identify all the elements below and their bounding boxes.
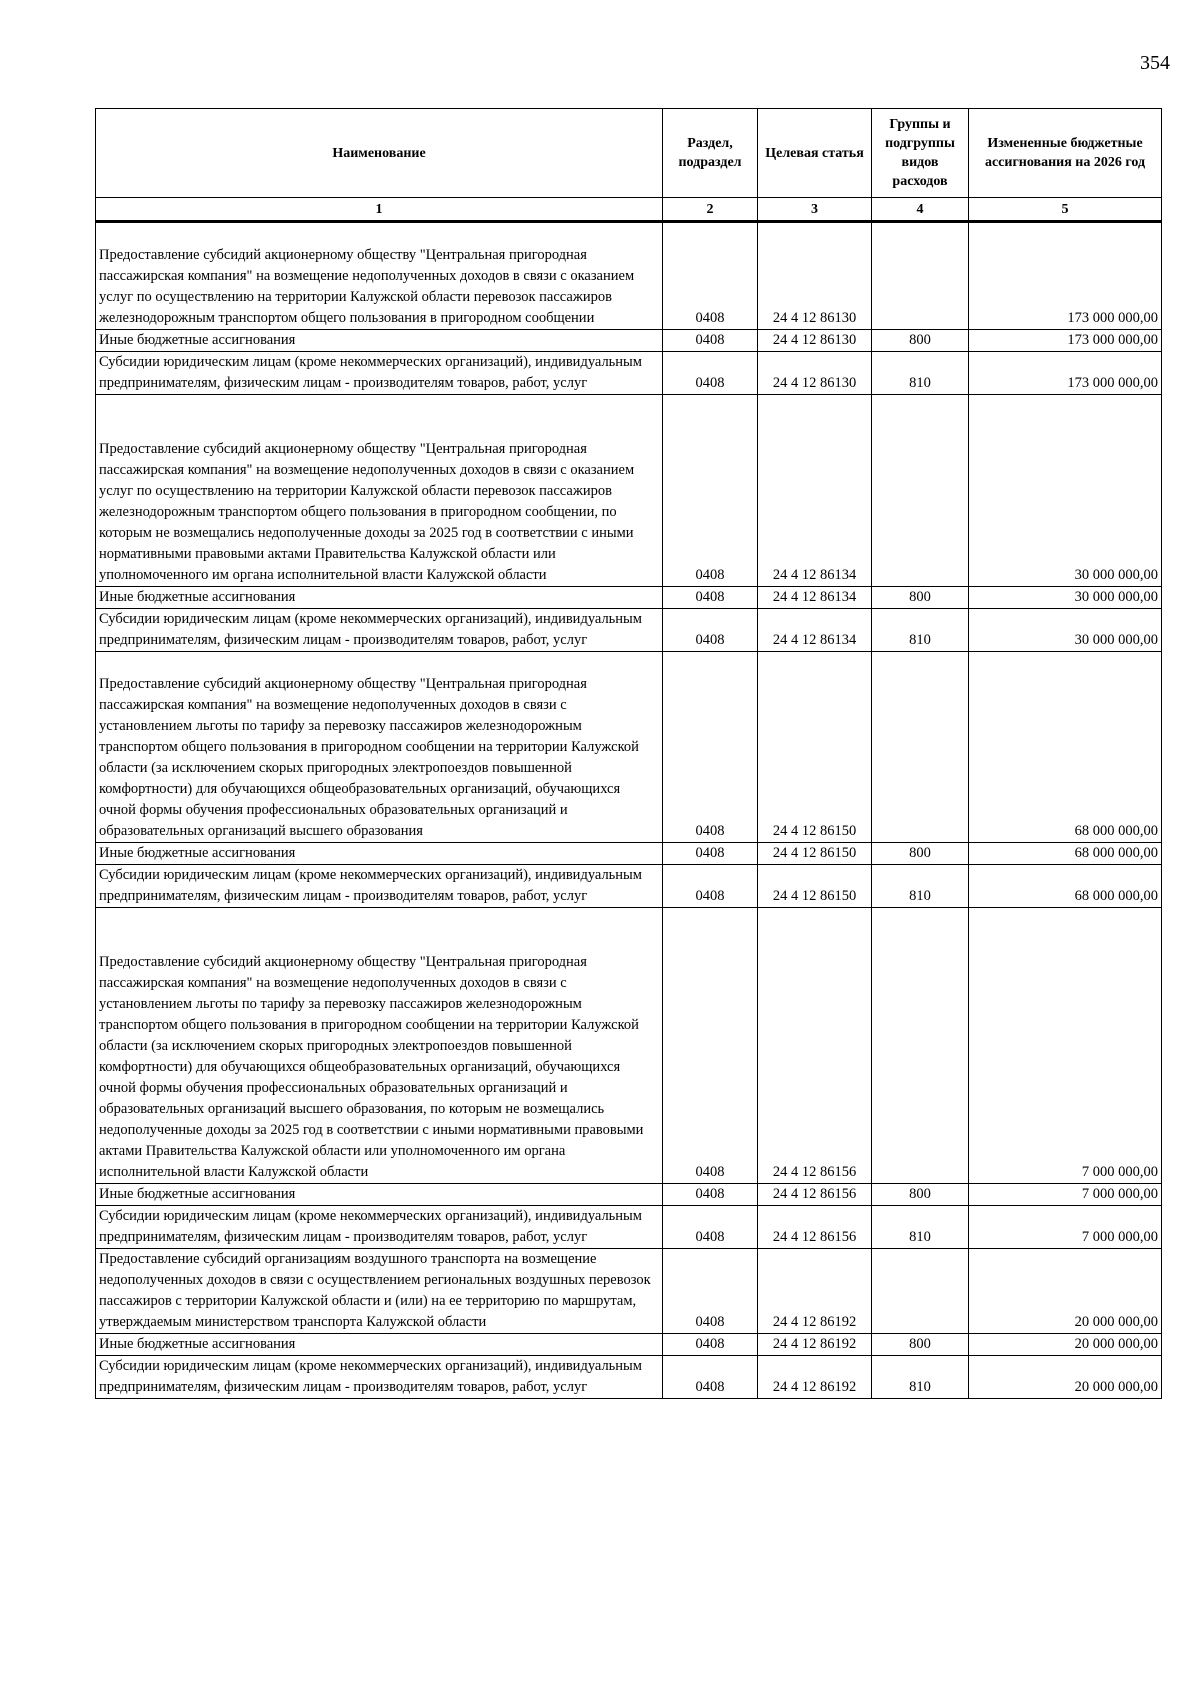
row-expense-group	[872, 222, 969, 330]
header-expense-group: Группы и подгруппы видов расходов	[872, 109, 969, 198]
row-target-article: 24 4 12 86134	[758, 609, 872, 652]
row-target-article: 24 4 12 86192	[758, 1334, 872, 1356]
row-amount: 7 000 000,00	[969, 908, 1162, 1184]
row-name: Иные бюджетные ассигнования	[96, 843, 663, 865]
row-section: 0408	[663, 1249, 758, 1334]
row-amount: 173 000 000,00	[969, 330, 1162, 352]
row-expense-group	[872, 652, 969, 843]
row-name: Иные бюджетные ассигнования	[96, 1334, 663, 1356]
row-section: 0408	[663, 352, 758, 395]
row-amount: 68 000 000,00	[969, 652, 1162, 843]
row-name: Субсидии юридическим лицам (кроме некоммерческих организаций), индивидуальным предпринимателям, физическим лицам - производителям товаров, работ, услуг	[96, 1206, 663, 1249]
row-amount: 20 000 000,00	[969, 1356, 1162, 1399]
row-target-article: 24 4 12 86134	[758, 587, 872, 609]
table-row	[96, 609, 1162, 652]
column-number-row	[96, 198, 1162, 222]
row-section: 0408	[663, 222, 758, 330]
table-row	[96, 395, 1162, 587]
row-expense-group	[872, 908, 969, 1184]
row-target-article: 24 4 12 86134	[758, 395, 872, 587]
row-section: 0408	[663, 843, 758, 865]
header-target-article: Целевая статья	[758, 109, 872, 198]
column-number: 1	[96, 198, 663, 222]
row-section: 0408	[663, 1184, 758, 1206]
row-expense-group: 800	[872, 843, 969, 865]
column-number: 4	[872, 198, 969, 222]
row-expense-group: 810	[872, 352, 969, 395]
row-target-article: 24 4 12 86156	[758, 1184, 872, 1206]
row-expense-group: 800	[872, 587, 969, 609]
header-amount: Измененные бюджетные ассигнования на 2026 год	[969, 109, 1162, 198]
row-section: 0408	[663, 908, 758, 1184]
table-row	[96, 587, 1162, 609]
row-amount: 20 000 000,00	[969, 1334, 1162, 1356]
row-target-article: 24 4 12 86156	[758, 1206, 872, 1249]
row-name: Предоставление субсидий акционерному обществу "Центральная пригородная пассажирская компания" на возмещение недополученных доходов в связи с установлением льготы по тарифу за перевозку пассажиров железнодорожным транспортом общего пользования в пригородном сообщении на территории Калужской области (за исключением скорых пригородных электропоездов повышенной комфортности) для обучающихся общеобразовательных организаций, обучающихся очной формы обучения профессиональных образовательных организаций и образовательных организаций высшего образования, по которым не возмещались недополученные доходы за 2025 год в соответствии с иными нормативными правовыми актами Правительства Калужской области или уполномоченного им органа исполнительной власти Калужской области	[96, 908, 663, 1184]
row-expense-group: 810	[872, 609, 969, 652]
row-expense-group: 810	[872, 865, 969, 908]
row-amount: 173 000 000,00	[969, 352, 1162, 395]
table-row	[96, 352, 1162, 395]
table-row	[96, 1356, 1162, 1399]
column-number: 5	[969, 198, 1162, 222]
row-expense-group: 800	[872, 1184, 969, 1206]
header-section: Раздел, подраздел	[663, 109, 758, 198]
row-expense-group: 800	[872, 1334, 969, 1356]
row-section: 0408	[663, 587, 758, 609]
row-expense-group	[872, 395, 969, 587]
table-row	[96, 652, 1162, 843]
row-name: Предоставление субсидий акционерному обществу "Центральная пригородная пассажирская компания" на возмещение недополученных доходов в связи с оказанием услуг по осуществлению на территории Калужской области перевозок пассажиров железнодорожным транспортом общего пользования в пригородном сообщении, по которым не возмещались недополученные доходы за 2025 год в соответствии с иными нормативными правовыми актами Правительства Калужской области или уполномоченного им органа исполнительной власти Калужской области	[96, 395, 663, 587]
row-name: Предоставление субсидий акционерному обществу "Центральная пригородная пассажирская компания" на возмещение недополученных доходов в связи с оказанием услуг по осуществлению на территории Калужской области перевозок пассажиров железнодорожным транспортом общего пользования в пригородном сообщении	[96, 222, 663, 330]
row-amount: 7 000 000,00	[969, 1184, 1162, 1206]
row-section: 0408	[663, 1356, 758, 1399]
column-number: 2	[663, 198, 758, 222]
table-row	[96, 1184, 1162, 1206]
row-section: 0408	[663, 1206, 758, 1249]
row-section: 0408	[663, 1334, 758, 1356]
row-section: 0408	[663, 609, 758, 652]
row-target-article: 24 4 12 86150	[758, 865, 872, 908]
column-number: 3	[758, 198, 872, 222]
row-amount: 68 000 000,00	[969, 865, 1162, 908]
row-name: Иные бюджетные ассигнования	[96, 1184, 663, 1206]
row-amount: 20 000 000,00	[969, 1249, 1162, 1334]
row-name: Субсидии юридическим лицам (кроме некоммерческих организаций), индивидуальным предпринимателям, физическим лицам - производителям товаров, работ, услуг	[96, 352, 663, 395]
row-section: 0408	[663, 395, 758, 587]
row-section: 0408	[663, 330, 758, 352]
header-name: Наименование	[96, 109, 663, 198]
row-target-article: 24 4 12 86130	[758, 352, 872, 395]
row-expense-group: 800	[872, 330, 969, 352]
table-row	[96, 1206, 1162, 1249]
row-name: Предоставление субсидий организациям воздушного транспорта на возмещение недополученных доходов в связи с осуществлением региональных воздушных перевозок пассажиров с территории Калужской области и (или) на ее территорию по маршрутам, утверждаемым министерством транспорта Калужской области	[96, 1249, 663, 1334]
row-expense-group	[872, 1249, 969, 1334]
row-name: Предоставление субсидий акционерному обществу "Центральная пригородная пассажирская компания" на возмещение недополученных доходов в связи с установлением льготы по тарифу за перевозку пассажиров железнодорожным транспортом общего пользования в пригородном сообщении на территории Калужской области (за исключением скорых пригородных электропоездов повышенной комфортности) для обучающихся общеобразовательных организаций, обучающихся очной формы обучения профессиональных образовательных организаций и образовательных организаций высшего образования	[96, 652, 663, 843]
row-section: 0408	[663, 865, 758, 908]
row-expense-group: 810	[872, 1356, 969, 1399]
table-row	[96, 865, 1162, 908]
row-target-article: 24 4 12 86150	[758, 652, 872, 843]
row-target-article: 24 4 12 86156	[758, 908, 872, 1184]
row-name: Субсидии юридическим лицам (кроме некоммерческих организаций), индивидуальным предпринимателям, физическим лицам - производителям товаров, работ, услуг	[96, 609, 663, 652]
row-expense-group: 810	[872, 1206, 969, 1249]
table-body	[96, 222, 1162, 1399]
row-amount: 30 000 000,00	[969, 587, 1162, 609]
row-name: Иные бюджетные ассигнования	[96, 587, 663, 609]
row-target-article: 24 4 12 86192	[758, 1249, 872, 1334]
row-target-article: 24 4 12 86130	[758, 222, 872, 330]
row-target-article: 24 4 12 86130	[758, 330, 872, 352]
row-target-article: 24 4 12 86192	[758, 1356, 872, 1399]
row-target-article: 24 4 12 86150	[758, 843, 872, 865]
row-amount: 30 000 000,00	[969, 395, 1162, 587]
row-name: Иные бюджетные ассигнования	[96, 330, 663, 352]
budget-allocations-table	[95, 108, 1162, 1399]
row-amount: 30 000 000,00	[969, 609, 1162, 652]
row-name: Субсидии юридическим лицам (кроме некоммерческих организаций), индивидуальным предпринимателям, физическим лицам - производителям товаров, работ, услуг	[96, 1356, 663, 1399]
row-amount: 7 000 000,00	[969, 1206, 1162, 1249]
table-row	[96, 330, 1162, 352]
page-number: 354	[1140, 52, 1170, 74]
row-name: Субсидии юридическим лицам (кроме некоммерческих организаций), индивидуальным предпринимателям, физическим лицам - производителям товаров, работ, услуг	[96, 865, 663, 908]
table-row	[96, 908, 1162, 1184]
table-row	[96, 1249, 1162, 1334]
table-row	[96, 222, 1162, 330]
table-row	[96, 843, 1162, 865]
table-row	[96, 1334, 1162, 1356]
row-amount: 68 000 000,00	[969, 843, 1162, 865]
row-amount: 173 000 000,00	[969, 222, 1162, 330]
table-header-row	[96, 109, 1162, 198]
row-section: 0408	[663, 652, 758, 843]
